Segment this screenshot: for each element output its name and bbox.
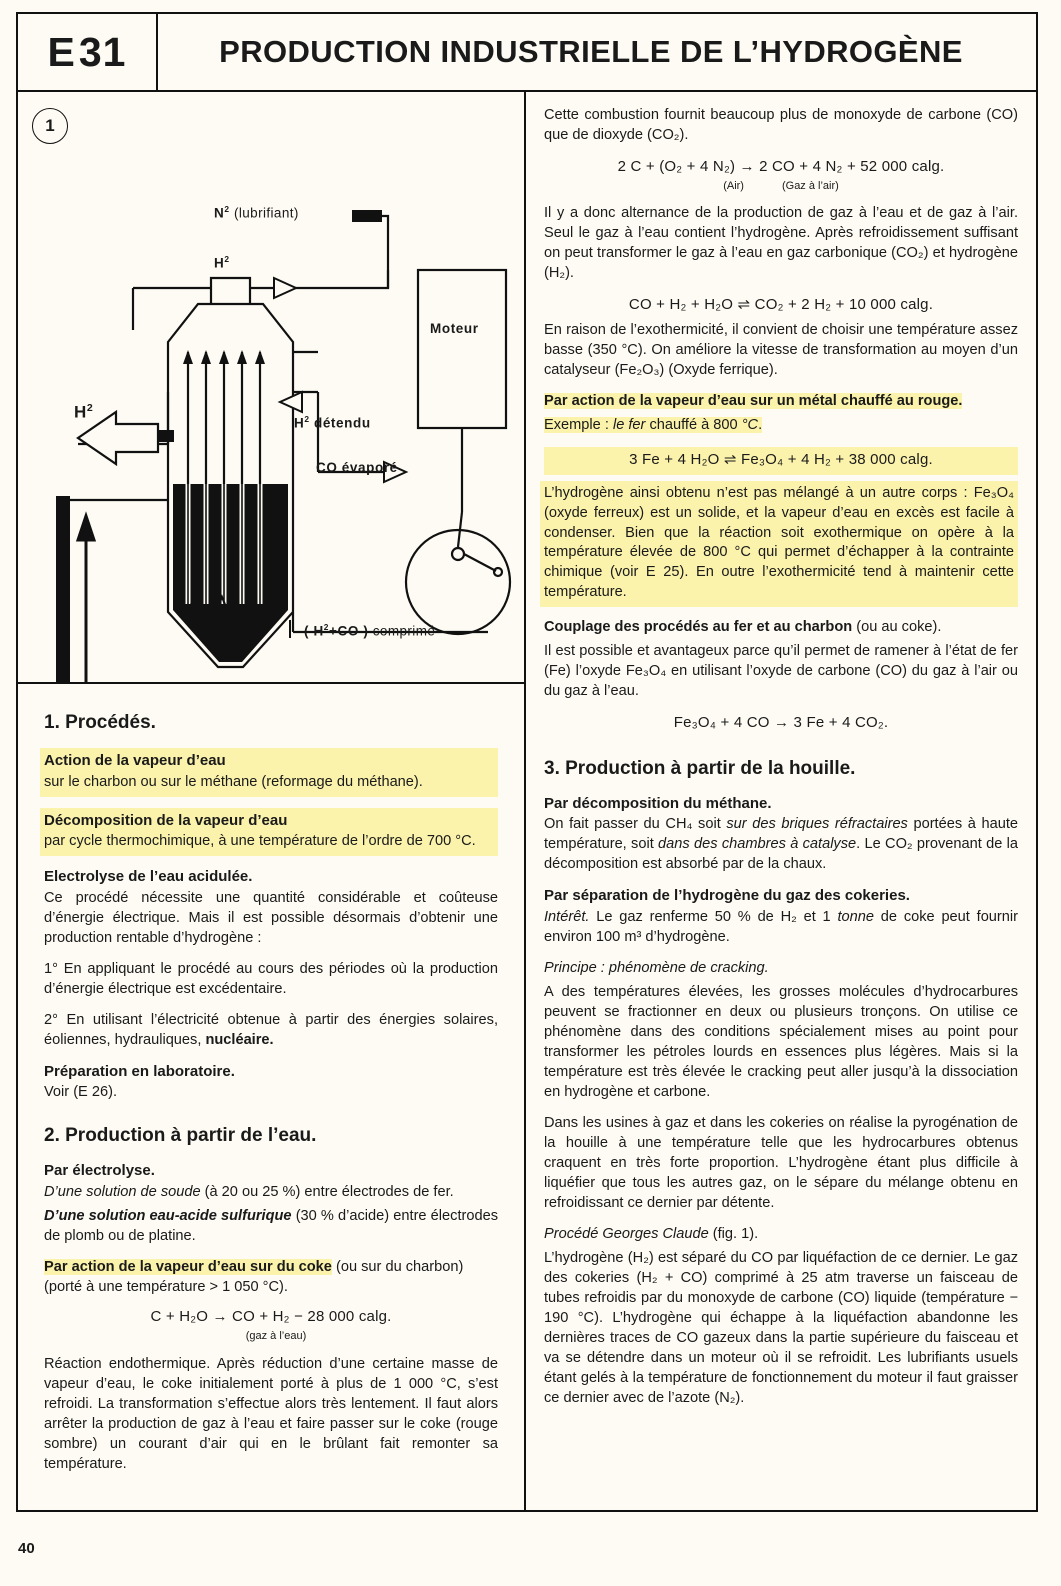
text-electrolyse-item2: 2° En utilisant l’électricité obtenue à partir des énergies solaires, éoliennes, hydrauliques, nucléaire. (44, 1011, 498, 1048)
page-frame (16, 12, 1038, 1512)
note-gaz-a-lair: (Gaz à l’air) (781, 179, 839, 192)
heading-metal-rouge: Par action de la vapeur d’eau sur un métal chauffé au rouge. (544, 393, 963, 410)
heading-preparation-labo: Préparation en laboratoire. (44, 1062, 235, 1080)
heading-decomposition-vapeur: Décomposition de la vapeur d’eau (44, 811, 288, 829)
lesson-code-number: 31 (78, 28, 127, 75)
text-exemple-fer: Exemple : le fer chauffé à 800 °C. (544, 417, 763, 433)
text-solution-soude: D’une solution de soude (à 20 ou 25 %) entre électrodes de fer. (44, 1183, 454, 1200)
block-action-vapeur (40, 748, 498, 797)
page-title: PRODUCTION INDUSTRIELLE DE L’HYDROGÈNE (219, 34, 963, 69)
text-electrolyse-acidulee: Ce procédé nécessite une quantité considérable et coûteuse d’énergie électrique. Mais il est possible désormais d’obtenir une production rentable d’hydrogène : (44, 889, 498, 946)
text-decomposition-methane: On fait passer du CH₄ soit sur des briques réfractaires portées à haute température, soit dans des chambres à catalyse. Le CO₂ provenant de la décomposition est absorbé par de la chaux. (544, 816, 1018, 873)
text-combustion: Cette combustion fournit beaucoup plus de monoxyde de carbone (CO) que de dioxyde (CO₂). (544, 107, 1018, 143)
figure-label-moteur: Moteur (430, 321, 479, 336)
lesson-code-letter: E (47, 28, 76, 75)
equation-gaz-a-leau: C + H₂O → CO + H₂ − 28 000 calg. (150, 1307, 392, 1325)
text-couplage: Il est possible et avantageux parce qu’il permet de ramener à l’état de fer (Fe) l’oxyde Fe₃O₄ en utilisant l’oxyde de carbone (CO) du gaz à l’air ou du gaz à l’eau. (544, 643, 1018, 700)
equation-combustion-notes (544, 179, 1018, 194)
left-column (18, 92, 526, 1510)
heading-action-vapeur: Action de la vapeur d’eau (44, 752, 226, 770)
text-decomposition-vapeur: par cycle thermochimique, à une température de l’ordre de 700 °C. (44, 833, 476, 850)
block-hydrogene-obtenu (540, 481, 1018, 608)
heading-procede-georges-claude: Procédé Georges Claude (fig. 1). (544, 1225, 759, 1242)
page-number: 40 (18, 1540, 35, 1557)
figure-diagram (18, 92, 524, 684)
text-exothermicite: En raison de l’exothermicité, il convient de choisir une température assez basse (350 °C). On améliore la vitesse de transformation au moyen d’un catalyseur (Fe₂O₃) (Oxyde ferrique). (544, 322, 1018, 379)
lesson-code (18, 14, 158, 90)
text-alternance: Il y a donc alternance de la production de gaz à l’eau et de gaz à l’air. Seul le gaz à l’eau contient l’hydrogène. Après refroidissement suffisant on peut transformer le gaz à l’eau en gaz carbonique (CO₂) et hydrogène (H₂). (544, 204, 1018, 281)
heading-electrolyse-acidulee: Electrolyse de l’eau acidulée. (44, 868, 253, 886)
text-interet-cokeries: Intérêt. Le gaz renferme 50 % de H₂ et 1 tonne de coke peut fournir environ 100 m³ d’hydrogène. (544, 908, 1019, 945)
right-column (526, 92, 1036, 1510)
figure-label-h2-top: $H^2$ (214, 254, 230, 271)
text-hydrogene-obtenu: L’hydrogène ainsi obtenu n’est pas mélangé à un autre corps : Fe₃O₄ (oxyde ferreux) est un solide, et la vapeur d’eau en excès est facile à condenser. Bien que la réaction soit exothermique on opère à la température élevée de 800 °C qui permet d’échapper à la contrainte chimique (voir E 25). En outre l’exothermicité tend à maintenir cette température. (544, 484, 1014, 601)
page-header (18, 14, 1036, 92)
text-action-vapeur: sur le charbon ou sur le méthane (reformage du méthane). (44, 773, 423, 790)
text-cracking: A des températures élevées, les grosses molécules d’hydrocarbures peuvent se fractionner en deux ou plusieurs tronçons. On utilise ce phénomène dans des conditions spécialement mises au point pour transformer les pétroles lourds en essences plus légères. Mais si la température est très élevée le cracking peut aller jusqu’à la dissociation en hydrogène et carbone. (544, 983, 1018, 1100)
heading-principe-cracking: Principe : phénomène de cracking. (544, 959, 769, 976)
figure-label-co-evapore: CO évaporé (316, 460, 398, 475)
heading-separation-cokeries: Par séparation de l’hydrogène du gaz des cokeries. (544, 887, 910, 905)
heading-action-coke: Par action de la vapeur d’eau sur du coke (ou sur du charbon) (porté à une température > 1 050 °C). (44, 1258, 464, 1295)
text-procede-georges-claude: L’hydrogène (H₂) est séparé du CO par liquéfaction de ce dernier. Le gaz des cokeries (H₂ + CO) comprimé à 25 atm traverse un faisceau de tubes refroidis par du monoxyde de carbone (CO) liquide (température − 190 °C). L’hydrogène qui échappe à la liquéfaction abandonne les dernières traces de CO gazeux dans la partie supérieure du faisceau et va se détendre dans un moteur où il se refroidit. Les lubrifiants usuels étant gelés à la température de fonctionnement du moteur il faut graisser ce dernier avec de l’azote (N₂). (544, 1249, 1018, 1406)
figure-label-n2: $N^2$ (lubrifiant) (214, 204, 299, 221)
text-solution-sulfurique: D’une solution eau-acide sulfurique (30 % d’acide) entre électrodes de plomb ou de platine. (44, 1207, 499, 1244)
equation-gaz-a-leau-note: (gaz à l’eau) (245, 1330, 307, 1343)
figure-label-h2-left: $H^2$ (74, 402, 94, 422)
figure-number: 1 (32, 108, 68, 144)
heading-couplage: Couplage des procédés au fer et au charbon (ou au coke). (544, 619, 942, 636)
block-action-coke (44, 1258, 498, 1298)
heading-production-eau: 2. Production à partir de l’eau. (44, 1125, 317, 1147)
text-electrolyse-item1: 1° En appliquant le procédé au cours des périodes où la production d’énergie électrique est excédentaire. (44, 960, 498, 997)
equation-fer-vapeur: 3 Fe + 4 H₂O ⇌ Fe₃O₄ + 4 H₂ + 38 000 calg. (544, 447, 1018, 475)
note-air: (Air) (723, 179, 744, 192)
equation-combustion: 2 C + (O₂ + 4 N₂) → 2 CO + 4 N₂ + 52 000 calg. (617, 157, 945, 175)
text-usines-gaz: Dans les usines à gaz et dans les cokeries on réalise la pyrogénation de la houille à une température telle que les hydrocarbures obtenus craquent en très forte proportion. L’hydrogène étant plus difficile à liquéfier que tous les autres gaz, on le sépare du mélange obtenu en refroidissant ce dernier par détente. (544, 1114, 1018, 1211)
text-preparation-labo: Voir (E 26). (44, 1084, 117, 1101)
block-decomposition-vapeur (40, 808, 498, 857)
heading-procedes: 1. Procédés. (44, 712, 156, 733)
text-reaction-endothermique: Réaction endothermique. Après réduction d’une certaine masse de vapeur d’eau, le coke initialement porté à plus de 1 000 °C, s’est refroidi. La transformation s’effectue alors très lentement. Il faut alors arrêter la production de gaz à l’eau et faire passer sur le coke (rouge sombre) un courant d’air qui en le brûlant fait remonter sa température. (44, 1356, 498, 1473)
heading-decomposition-methane: Par décomposition du méthane. (544, 794, 772, 812)
heading-par-electrolyse: Par électrolyse. (44, 1162, 155, 1180)
equation-couplage: Fe₃O₄ + 4 CO → 3 Fe + 4 CO₂. (673, 714, 889, 732)
content-columns (18, 92, 1036, 1510)
figure-1 (18, 92, 524, 684)
left-text-body (18, 684, 524, 1475)
equation-conversion-co: CO + H₂ + H₂O ⇌ CO₂ + 2 H₂ + 10 000 calg. (628, 295, 934, 313)
heading-production-houille: 3. Production à partir de la houille. (544, 757, 856, 779)
figure-label-h2-detendu: $H^2$ détendu (294, 414, 371, 431)
figure-label-comprime: ( $H^2+CO$ ) comprimé (304, 622, 436, 639)
